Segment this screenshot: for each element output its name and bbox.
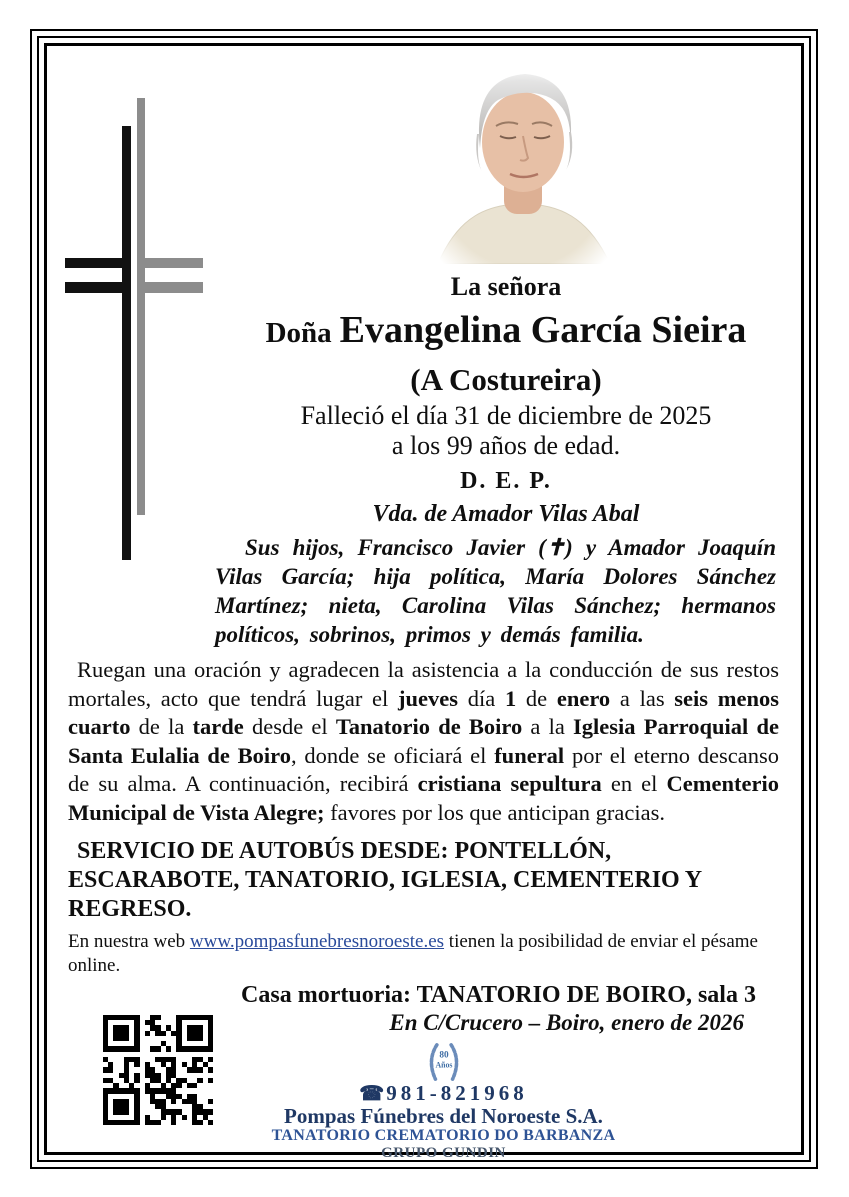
company-name: Pompas Fúnebres del Noroeste S.A. bbox=[284, 1104, 603, 1128]
cross-black-arm-upper bbox=[65, 258, 131, 268]
name-prefix: Doña bbox=[265, 317, 332, 349]
web-condolences-line bbox=[68, 930, 779, 978]
text-segment: Ruegan una oración y agradecen la asistencia a la conducción de sus restos mortales, acto que tendrá lugar el bbox=[68, 657, 779, 711]
text-segment: enero bbox=[556, 685, 611, 711]
qr-code bbox=[103, 1015, 213, 1125]
text-segment: desde el bbox=[243, 714, 336, 739]
phone-icon: ☎ bbox=[359, 1083, 385, 1105]
text-segment: por el eterno descanso de su alma. A continuación, recibirá bbox=[68, 742, 779, 796]
content-area bbox=[48, 48, 799, 1161]
cross-gray-vertical-bottom bbox=[137, 293, 145, 515]
cross-black-vertical-bottom bbox=[122, 293, 131, 560]
text-segment: día bbox=[458, 685, 505, 711]
facility-name: TANATORIO CREMATORIO DO BARBANZA bbox=[271, 1127, 616, 1144]
honorific: La señora bbox=[450, 272, 562, 301]
svg-text:80: 80 bbox=[438, 1050, 449, 1061]
announcement-paragraph bbox=[68, 656, 779, 827]
group-name: GRUPO GUNDIN bbox=[381, 1145, 506, 1161]
deceased-alias: (A Costureira) bbox=[410, 362, 602, 397]
text-segment: Iglesia Parroquial de Santa Eulalia de Boiro bbox=[68, 714, 779, 768]
deceased-name: Evangelina García Sieira bbox=[339, 309, 747, 351]
bus-service-paragraph: SERVICIO DE AUTOBÚS DESDE: PONTELLÓN, ESCARABOTE, TANATORIO, IGLESIA, CEMENTERIO Y REGRESO. bbox=[68, 838, 702, 922]
cross-gray-arm-lower bbox=[137, 282, 203, 293]
text-segment: funeral bbox=[494, 742, 565, 768]
text-segment: seis menos cuarto bbox=[68, 685, 780, 739]
deceased-name-line bbox=[233, 306, 779, 362]
text-segment: , donde se oficiará el bbox=[290, 742, 495, 768]
cross-black-arm-lower bbox=[65, 282, 131, 293]
mortuary-line: Casa mortuoria: TANATORIO DE BOIRO, sala 3 bbox=[241, 982, 756, 1008]
text-segment: tarde bbox=[192, 714, 244, 739]
website-link[interactable]: www.pompasfunebresnoroeste.es bbox=[189, 931, 445, 952]
portrait-photo bbox=[430, 64, 616, 264]
header-block bbox=[233, 272, 779, 529]
dep-abbreviation: D. E. P. bbox=[460, 468, 552, 494]
text-segment: 1 bbox=[504, 685, 517, 711]
text-segment: jueves bbox=[398, 685, 459, 711]
text-segment: de la bbox=[130, 714, 193, 739]
phone-number: 981-821968 bbox=[386, 1081, 528, 1105]
svg-text:Años: Años bbox=[434, 1060, 453, 1070]
widow-line: Vda. de Amador Vilas Abal bbox=[372, 501, 640, 527]
death-age-line: a los 99 años de edad. bbox=[391, 431, 621, 460]
text-segment: a las bbox=[610, 685, 675, 711]
text-segment: Tanatorio de Boiro bbox=[335, 714, 523, 739]
anniversary-wreath-icon bbox=[422, 1042, 466, 1082]
death-date-line: Falleció el día 31 de diciembre de 2025 bbox=[300, 401, 712, 430]
cross-gray-arm-upper bbox=[137, 258, 203, 268]
place-date-line: En C/Crucero – Boiro, enero de 2026 bbox=[389, 1010, 744, 1035]
text-segment: en el bbox=[601, 771, 667, 796]
family-paragraph: Sus hijos, Francisco Javier (✝) y Amador Joaquín Vilas García; hija política, María Dolores Sánchez Martínez; nieta, Carolina Vilas Sánchez; hermanos políticos, sobrinos, primos y demás familia. bbox=[215, 535, 776, 647]
text-segment: favores por los que anticipan gracias. bbox=[324, 799, 665, 825]
text-segment: Cementerio Municipal de Vista Alegre; bbox=[68, 771, 779, 825]
text-segment: de bbox=[516, 685, 557, 711]
text-segment: a la bbox=[522, 714, 574, 739]
text-segment: En nuestra web bbox=[68, 931, 190, 952]
text-segment: cristiana sepultura bbox=[417, 771, 602, 796]
text-segment: tienen la posibilidad de enviar el pésame online. bbox=[68, 931, 758, 976]
